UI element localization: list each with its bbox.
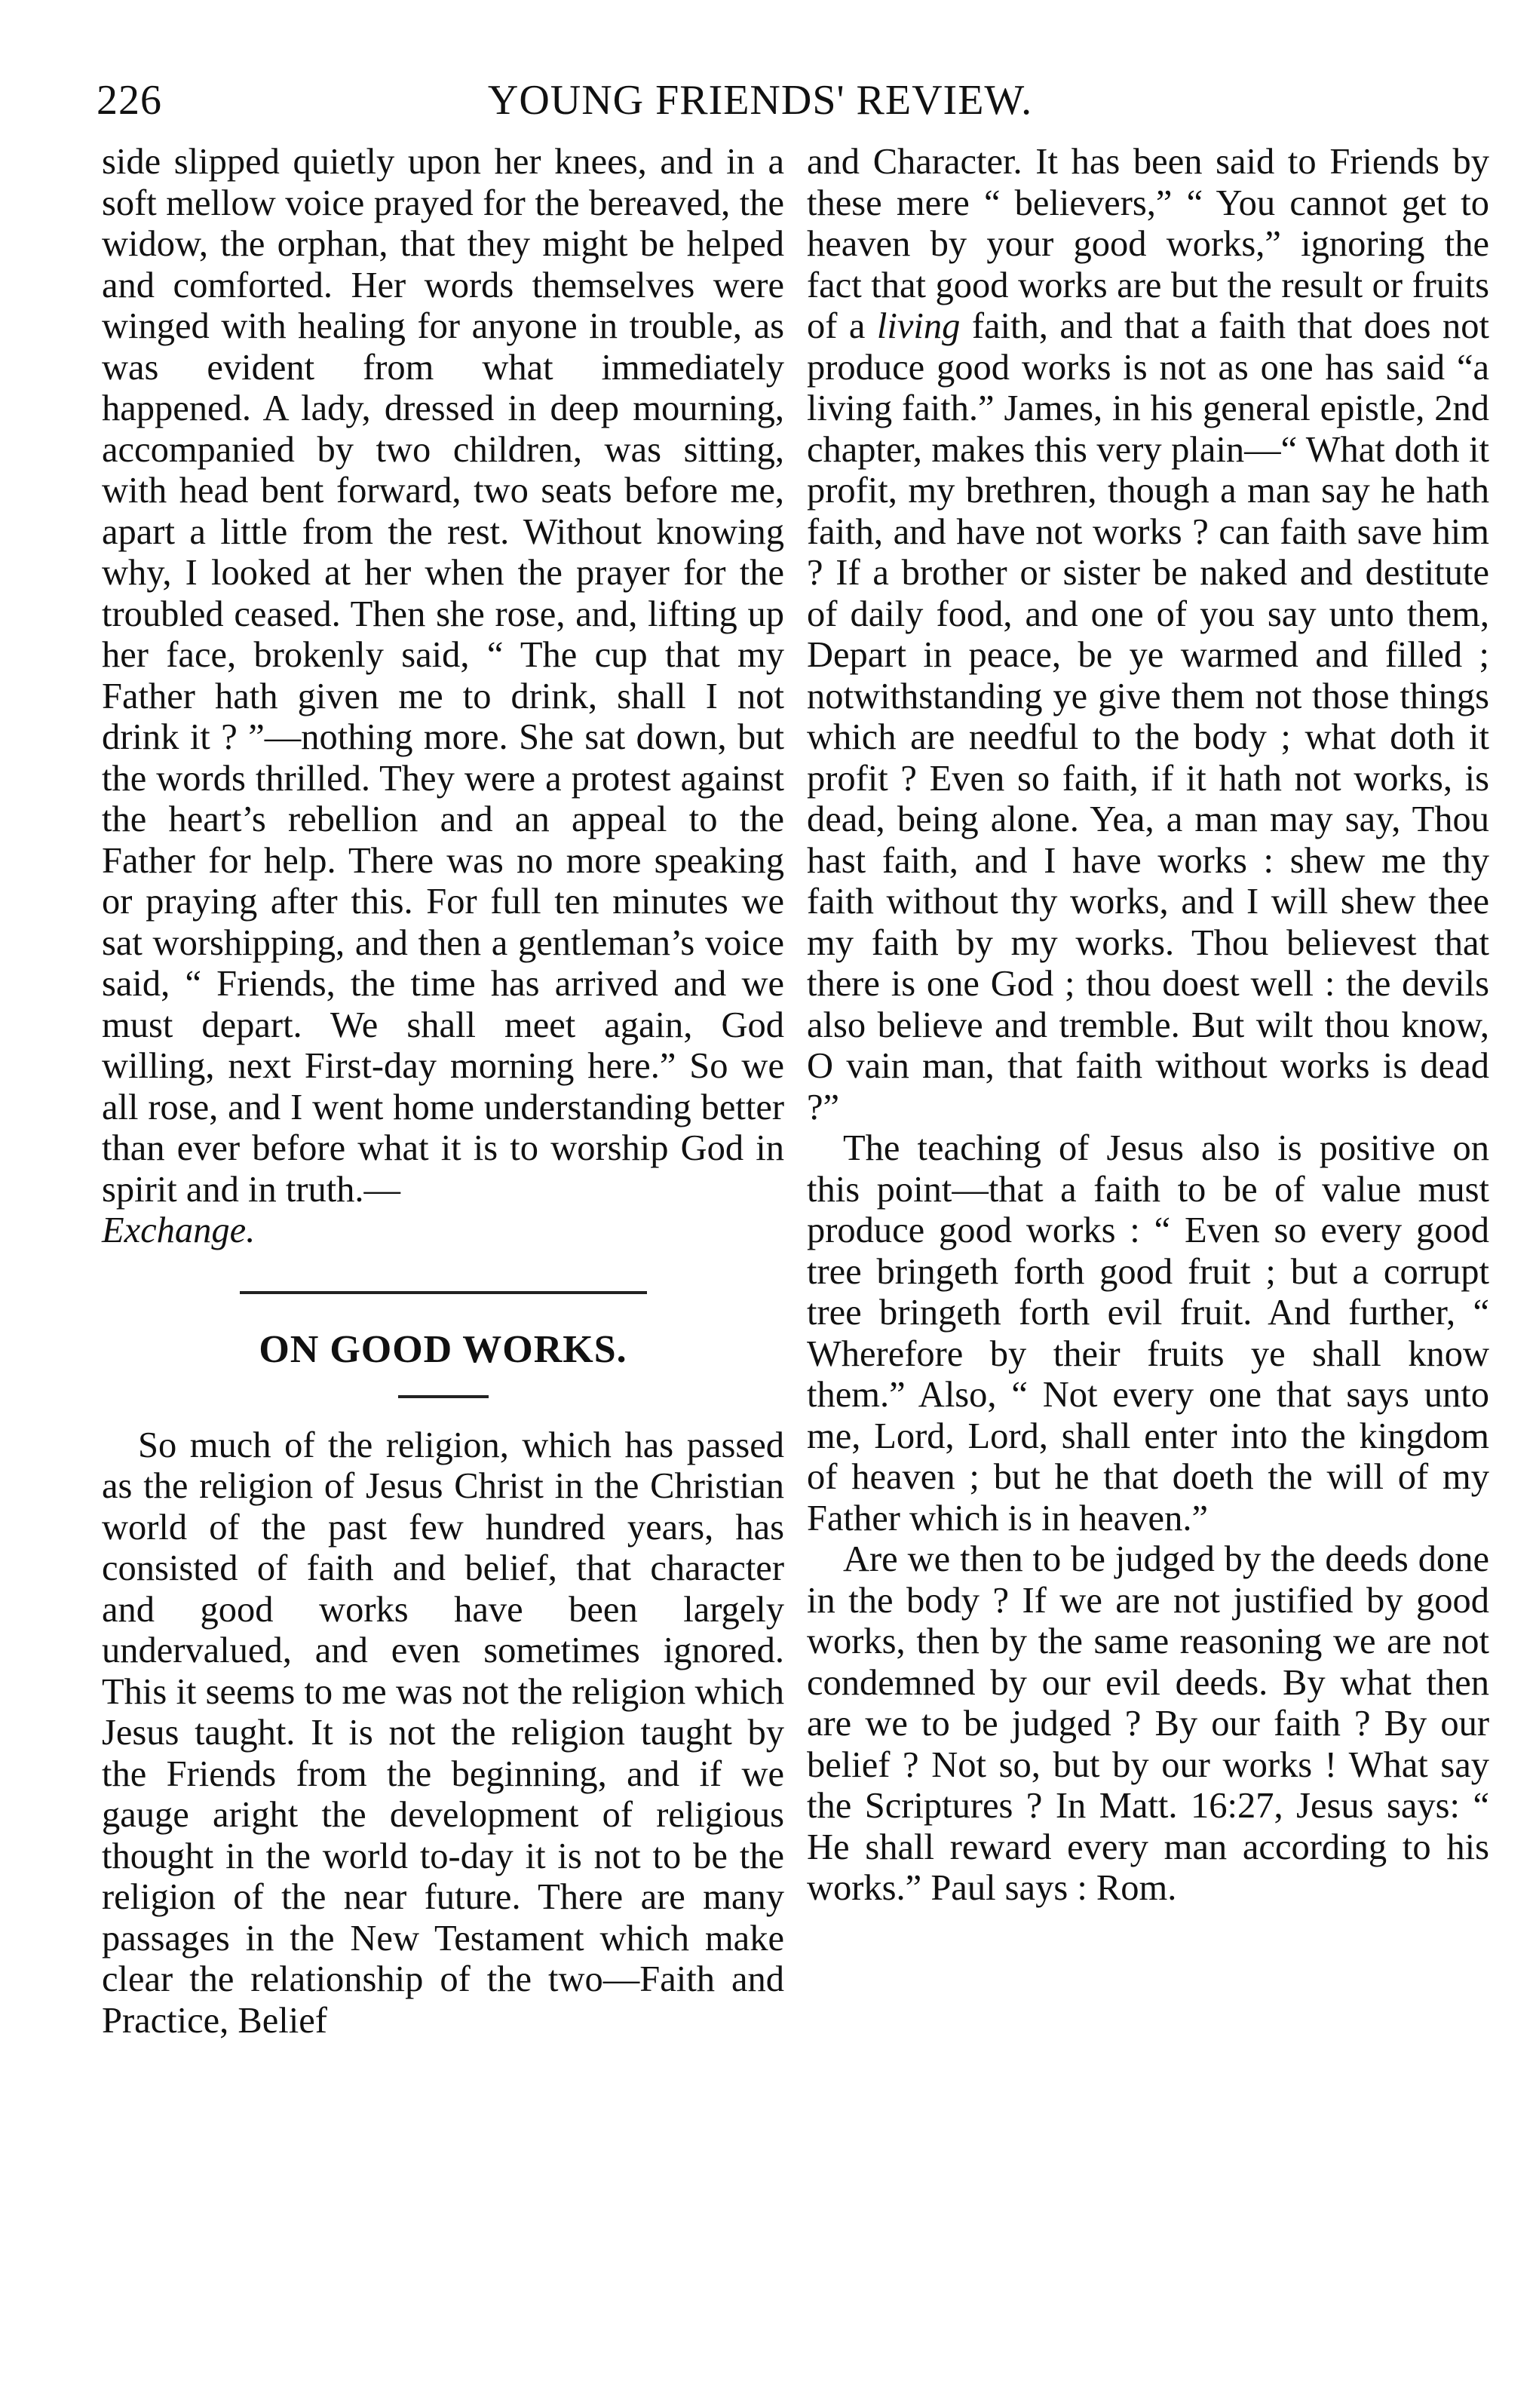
section-divider (240, 1291, 647, 1294)
page-number: 226 (97, 77, 162, 124)
heading-underline (398, 1395, 489, 1398)
section-heading: ON GOOD WORKS. (259, 1327, 627, 1371)
left-column (102, 142, 784, 2041)
italic-word: living (876, 306, 961, 346)
paragraph-good-works-intro: So much of the religion, which has passed as the religion of Jesus Christ in the Christian world of the past few hundred years, has consisted of faith and belief, that character and good works have been largely undervalued, and even sometimes ignored. This it seems to me was not the religion which Jesus taught. It is not the religion taught by the Friends from the beginning, and if we gauge aright the development of religious thought in the world to-day it is not to be the religion of the near future. There are many passages in the New Testament which make clear the relationship of the two—Faith and Practice, Belief (102, 1425, 784, 2041)
right-column (807, 142, 1489, 1910)
paragraph-text: and Character. It has been said to Friends by these mere “ believers,” “ You cannot get to heaven by your good works,” ignoring the fact that good works are but the result or fruits of a (807, 142, 1489, 346)
running-head (97, 74, 1424, 127)
paragraph-meeting-narrative (102, 142, 784, 1252)
paragraph-james-epistle (807, 142, 1489, 1128)
journal-title: YOUNG FRIENDS' REVIEW. (487, 77, 1033, 124)
source-attribution: Exchange. (102, 1210, 256, 1250)
paragraph-judged-by-deeds: Are we then to be judged by the deeds done in the body ? If we are not justified by good works, then by the same reasoning we are not condemned by our evil deeds. By what then are we to be judged ? By our faith ? By our belief ? Not so, but by our works ! What say the Scriptures ? In Matt. 16:27, Jesus says: “ He shall reward every man according to his works.” Paul says : Rom. (807, 1539, 1489, 1908)
paragraph-text: side slipped quietly upon her knees, and in a soft mellow voice prayed for the bereaved, the widow, the orphan, that they might be helped and comforted. Her words themselves were winged with healing for anyone in trouble, as was evident from what immediately happened. A lady, dressed in deep mourning, accompanied by two children, was sitting, with head bent forward, two seats before me, apart a little from the rest. Without knowing why, I looked at her when the prayer for the troubled ceased. Then she rose, and, lifting up her face, brokenly said, “ The cup that my Father hath given me to drink, shall I not drink it ? ”—nothing more. She sat down, but the words thrilled. They were a protest against the heart’s rebellion and an appeal to the Father for help. There was no more speaking or praying after this. For full ten minutes we sat worshipping, and then a gentleman’s voice said, “ Friends, the time has arrived and we must depart. We shall meet again, God willing, next First-day morning here.” So we all rose, and I went home understanding better than ever before what it is to worship God in spirit and in truth.— (102, 142, 784, 1210)
paragraph-text: faith, and that a faith that does not produce good works is not as one has said “a living faith.” James, in his general epistle, 2nd chapter, makes this very plain—“ What doth it profit, my brethren, though a man say he hath faith, and have not works ? can faith save him ? If a brother or sister be naked and destitute of daily food, and one of you say unto them, Depart in peace, be ye warmed and filled ; notwithstanding ye give them not those things which are needful to the body ; what doth it profit ? Even so faith, if it hath not works, is dead, being alone. Yea, a man may say, Thou hast faith, and I have works : shew me thy faith without thy works, and I will shew thee my faith by my works. Thou believest that there is one God ; thou doest well : the devils also believe and tremble. But wilt thou know, O vain man, that faith without works is dead ?” (807, 306, 1489, 1127)
paragraph-teaching-of-jesus: The teaching of Jesus also is positive on this point—that a faith to be of value must produce good works : “ Even so every good tree bringeth forth good fruit ; but a corrupt tree bringeth forth evil fruit. And further, “ Wherefore by their fruits ye shall know them.” Also, “ Not every one that says unto me, Lord, Lord, shall enter into the kingdom of heaven ; but he that doeth the will of my Father which is in heaven.” (807, 1128, 1489, 1538)
